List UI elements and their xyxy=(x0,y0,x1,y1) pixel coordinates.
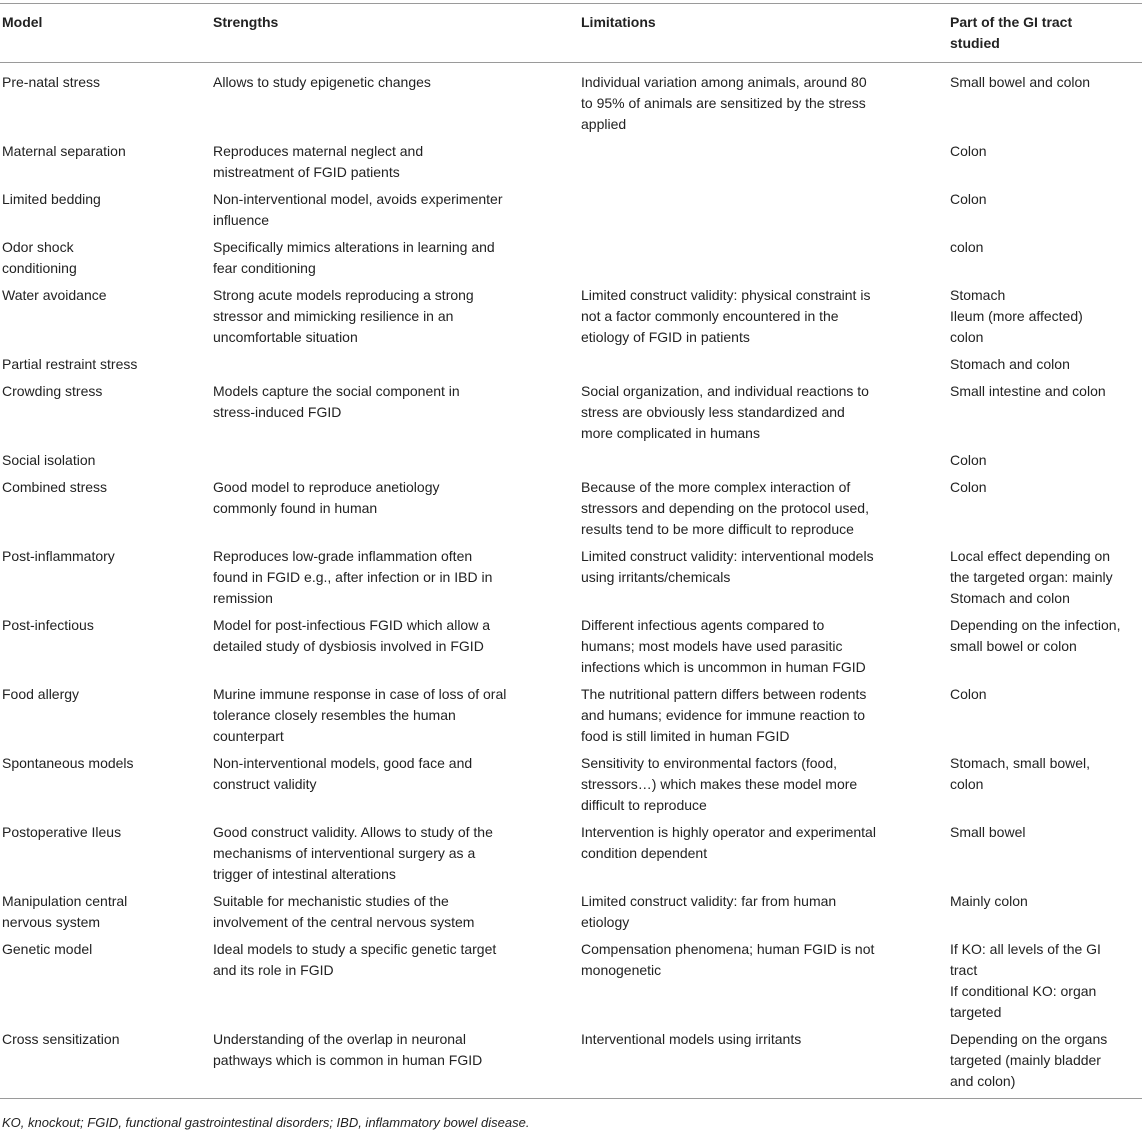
table-body xyxy=(0,63,1142,1099)
cell-text-line: Compensation phenomena; human FGID is not xyxy=(581,941,875,957)
cell-text-line: stressors…) which makes these model more xyxy=(581,776,858,792)
table-row xyxy=(0,681,1142,750)
cell-model xyxy=(0,888,211,936)
cell-gi-tract xyxy=(948,936,1142,1026)
cell-text-line: fear conditioning xyxy=(213,260,316,276)
cell-text-line: Water avoidance xyxy=(2,287,107,303)
cell-text-line: Stomach and colon xyxy=(950,356,1070,372)
cell-text-line: Part of the GI tract xyxy=(950,14,1073,30)
cell-text-line: Ideal models to study a specific genetic target xyxy=(213,941,497,957)
cell-strengths xyxy=(211,819,579,888)
cell-strengths xyxy=(211,138,579,186)
cell-text-line: Mainly colon xyxy=(950,893,1028,909)
cell-model xyxy=(0,234,211,282)
cell-text-line: Small bowel and colon xyxy=(950,74,1091,90)
cell-text-line: etiology xyxy=(581,914,630,930)
cell-text-line: Strong acute models reproducing a strong xyxy=(213,287,474,303)
cell-model xyxy=(0,750,211,819)
cell-text-line: applied xyxy=(581,116,627,132)
cell-text-line: remission xyxy=(213,590,273,606)
cell-text-line: Cross sensitization xyxy=(2,1031,120,1047)
cell-text-line: Colon xyxy=(950,479,987,495)
cell-text-line: small bowel or colon xyxy=(950,638,1077,654)
cell-text-line: Good construct validity. Allows to study of the xyxy=(213,824,493,840)
cell-text-line: Stomach, small bowel, xyxy=(950,755,1091,771)
cell-text-line: to 95% of animals are sensitized by the stress xyxy=(581,95,866,111)
cell-text-line: monogenetic xyxy=(581,962,662,978)
cell-text-line: not a factor commonly encountered in the xyxy=(581,308,839,324)
cell-text-line: detailed study of dysbiosis involved in FGID xyxy=(213,638,484,654)
cell-text-line: stress are obviously less standardized and xyxy=(581,404,845,420)
cell-gi-tract xyxy=(948,543,1142,612)
cell-model xyxy=(0,138,211,186)
table-row xyxy=(0,888,1142,936)
cell-model xyxy=(0,474,211,543)
cell-text-line: Murine immune response in case of loss of oral xyxy=(213,686,507,702)
cell-text-line: Stomach and colon xyxy=(950,590,1070,606)
cell-text-line: Reproduces maternal neglect and xyxy=(213,143,424,159)
cell-limitations xyxy=(579,750,948,819)
cell-text-line: Colon xyxy=(950,686,987,702)
cell-text-line: and colon) xyxy=(950,1073,1016,1089)
cell-text-line: Understanding of the overlap in neuronal xyxy=(213,1031,466,1047)
table-row xyxy=(0,936,1142,1026)
cell-text-line: Combined stress xyxy=(2,479,108,495)
cell-text-line: Social isolation xyxy=(2,452,96,468)
cell-text-line: Good model to reproduce anetiology xyxy=(213,479,440,495)
cell-model xyxy=(0,282,211,351)
models-table xyxy=(0,3,1142,1099)
cell-gi-tract xyxy=(948,234,1142,282)
cell-limitations xyxy=(579,1026,948,1099)
cell-model xyxy=(0,351,211,378)
cell-text-line: Individual variation among animals, around 80 xyxy=(581,74,867,90)
cell-limitations xyxy=(579,819,948,888)
cell-text-line: Manipulation central xyxy=(2,893,128,909)
cell-text-line: If KO: all levels of the GI xyxy=(950,941,1101,957)
cell-text-line: Non-interventional model, avoids experimenter xyxy=(213,191,503,207)
cell-text-line: Food allergy xyxy=(2,686,80,702)
table-row xyxy=(0,378,1142,447)
cell-gi-tract xyxy=(948,351,1142,378)
cell-limitations xyxy=(579,447,948,474)
cell-text-line: stress-induced FGID xyxy=(213,404,342,420)
cell-limitations xyxy=(579,936,948,1026)
cell-text-line: condition dependent xyxy=(581,845,708,861)
cell-strengths xyxy=(211,543,579,612)
cell-text-line: Strengths xyxy=(213,14,279,30)
cell-limitations xyxy=(579,138,948,186)
cell-gi-tract xyxy=(948,474,1142,543)
cell-gi-tract xyxy=(948,447,1142,474)
cell-text-line: Limited construct validity: physical constraint is xyxy=(581,287,871,303)
cell-text-line: Model xyxy=(2,14,43,30)
table-row xyxy=(0,750,1142,819)
cell-strengths xyxy=(211,474,579,543)
cell-text-line: using irritants/chemicals xyxy=(581,569,731,585)
cell-text-line: The nutritional pattern differs between rodents xyxy=(581,686,867,702)
table-footnote: KO, knockout; FGID, functional gastrointestinal disorders; IBD, inflammatory bowel disease. xyxy=(2,1115,530,1130)
table-row xyxy=(0,447,1142,474)
cell-text-line: colon xyxy=(950,329,984,345)
cell-text-line: conditioning xyxy=(2,260,77,276)
cell-text-line: Post-infectious xyxy=(2,617,94,633)
cell-text-line: Because of the more complex interaction of xyxy=(581,479,851,495)
cell-text-line: targeted (mainly bladder xyxy=(950,1052,1101,1068)
cell-text-line: Limited bedding xyxy=(2,191,101,207)
cell-gi-tract xyxy=(948,282,1142,351)
cell-strengths xyxy=(211,888,579,936)
cell-model xyxy=(0,819,211,888)
table-row xyxy=(0,543,1142,612)
cell-text-line: Small bowel xyxy=(950,824,1026,840)
cell-strengths xyxy=(211,1026,579,1099)
table-header xyxy=(0,4,1142,63)
cell-limitations xyxy=(579,474,948,543)
cell-text-line: Crowding stress xyxy=(2,383,103,399)
cell-text-line: Odor shock xyxy=(2,239,74,255)
cell-text-line: humans; most models have used parasitic xyxy=(581,638,843,654)
cell-text-line: commonly found in human xyxy=(213,500,378,516)
cell-text-line: Non-interventional models, good face and xyxy=(213,755,473,771)
cell-model xyxy=(0,936,211,1026)
cell-text-line: Postoperative Ileus xyxy=(2,824,122,840)
cell-text-line: influence xyxy=(213,212,270,228)
cell-text-line: stressors and depending on the protocol used, xyxy=(581,500,869,516)
cell-limitations xyxy=(579,351,948,378)
cell-text-line: pathways which is common in human FGID xyxy=(213,1052,483,1068)
cell-text-line: colon xyxy=(950,239,984,255)
cell-text-line: studied xyxy=(950,35,1000,51)
cell-text-line: counterpart xyxy=(213,728,284,744)
cell-gi-tract xyxy=(948,750,1142,819)
cell-text-line: Stomach xyxy=(950,287,1006,303)
cell-text-line: mistreatment of FGID patients xyxy=(213,164,400,180)
cell-gi-tract xyxy=(948,612,1142,681)
cell-model xyxy=(0,681,211,750)
cell-model xyxy=(0,612,211,681)
table-row xyxy=(0,474,1142,543)
cell-text-line: targeted xyxy=(950,1004,1002,1020)
table-row xyxy=(0,819,1142,888)
cell-text-line: Limitations xyxy=(581,14,656,30)
cell-text-line: Colon xyxy=(950,143,987,159)
cell-text-line: Small intestine and colon xyxy=(950,383,1106,399)
cell-text-line: Genetic model xyxy=(2,941,93,957)
cell-text-line: involvement of the central nervous system xyxy=(213,914,475,930)
cell-text-line: tolerance closely resembles the human xyxy=(213,707,456,723)
cell-text-line: stressor and mimicking resilience in an xyxy=(213,308,454,324)
header-limitations xyxy=(579,4,948,63)
table-row xyxy=(0,186,1142,234)
header-model xyxy=(0,4,211,63)
cell-gi-tract xyxy=(948,819,1142,888)
cell-text-line: colon xyxy=(950,776,984,792)
cell-limitations xyxy=(579,543,948,612)
cell-text-line: construct validity xyxy=(213,776,317,792)
cell-text-line: trigger of intestinal alterations xyxy=(213,866,396,882)
cell-strengths xyxy=(211,378,579,447)
cell-text-line: Social organization, and individual reactions to xyxy=(581,383,869,399)
cell-text-line: Pre-natal stress xyxy=(2,74,101,90)
cell-strengths xyxy=(211,186,579,234)
cell-text-line: Models capture the social component in xyxy=(213,383,460,399)
cell-model xyxy=(0,186,211,234)
cell-text-line: Colon xyxy=(950,191,987,207)
cell-text-line: the targeted organ: mainly xyxy=(950,569,1113,585)
cell-text-line: Depending on the infection, xyxy=(950,617,1121,633)
cell-text-line: tract xyxy=(950,962,978,978)
cell-text-line: Maternal separation xyxy=(2,143,126,159)
cell-text-line: Post-inflammatory xyxy=(2,548,115,564)
cell-text-line: Local effect depending on xyxy=(950,548,1111,564)
cell-limitations xyxy=(579,681,948,750)
cell-strengths xyxy=(211,282,579,351)
cell-limitations xyxy=(579,612,948,681)
cell-text-line: Limited construct validity: far from human xyxy=(581,893,837,909)
header-row xyxy=(0,4,1142,63)
table-row xyxy=(0,612,1142,681)
cell-text-line: more complicated in humans xyxy=(581,425,760,441)
cell-strengths xyxy=(211,234,579,282)
cell-text-line: Interventional models using irritants xyxy=(581,1031,802,1047)
cell-strengths xyxy=(211,681,579,750)
cell-text-line: results tend to be more difficult to reproduce xyxy=(581,521,854,537)
cell-gi-tract xyxy=(948,378,1142,447)
cell-limitations xyxy=(579,378,948,447)
table-row xyxy=(0,234,1142,282)
cell-text-line: mechanisms of interventional surgery as a xyxy=(213,845,476,861)
table-row xyxy=(0,1026,1142,1099)
cell-text-line: Different infectious agents compared to xyxy=(581,617,825,633)
cell-gi-tract xyxy=(948,63,1142,139)
table-row xyxy=(0,138,1142,186)
cell-text-line: difficult to reproduce xyxy=(581,797,707,813)
cell-text-line: Colon xyxy=(950,452,987,468)
cell-text-line: nervous system xyxy=(2,914,101,930)
cell-strengths xyxy=(211,63,579,139)
cell-strengths xyxy=(211,447,579,474)
cell-text-line: Depending on the organs xyxy=(950,1031,1108,1047)
cell-strengths xyxy=(211,351,579,378)
cell-limitations xyxy=(579,888,948,936)
cell-gi-tract xyxy=(948,681,1142,750)
cell-model xyxy=(0,378,211,447)
cell-text-line: Specifically mimics alterations in learning and xyxy=(213,239,495,255)
cell-text-line: Spontaneous models xyxy=(2,755,134,771)
cell-limitations xyxy=(579,63,948,139)
cell-text-line: Limited construct validity: interventional models xyxy=(581,548,874,564)
cell-text-line: Allows to study epigenetic changes xyxy=(213,74,431,90)
header-gi-tract xyxy=(948,4,1142,63)
cell-strengths xyxy=(211,936,579,1026)
table-row xyxy=(0,63,1142,139)
cell-text-line: food is still limited in human FGID xyxy=(581,728,790,744)
cell-model xyxy=(0,543,211,612)
table-row xyxy=(0,351,1142,378)
cell-text-line: Model for post-infectious FGID which allow a xyxy=(213,617,490,633)
cell-gi-tract xyxy=(948,186,1142,234)
cell-gi-tract xyxy=(948,1026,1142,1099)
cell-text-line: Intervention is highly operator and experimental xyxy=(581,824,876,840)
cell-text-line: and its role in FGID xyxy=(213,962,334,978)
cell-text-line: uncomfortable situation xyxy=(213,329,358,345)
cell-text-line: Sensitivity to environmental factors (food, xyxy=(581,755,838,771)
header-strengths xyxy=(211,4,579,63)
table-row xyxy=(0,282,1142,351)
cell-model xyxy=(0,447,211,474)
cell-text-line: etiology of FGID in patients xyxy=(581,329,750,345)
cell-gi-tract xyxy=(948,138,1142,186)
cell-gi-tract xyxy=(948,888,1142,936)
cell-limitations xyxy=(579,186,948,234)
cell-text-line: infections which is uncommon in human FGID xyxy=(581,659,866,675)
cell-text-line: found in FGID e.g., after infection or in IBD in xyxy=(213,569,493,585)
cell-model xyxy=(0,63,211,139)
cell-limitations xyxy=(579,282,948,351)
cell-model xyxy=(0,1026,211,1099)
cell-limitations xyxy=(579,234,948,282)
cell-text-line: If conditional KO: organ xyxy=(950,983,1097,999)
cell-text-line: Ileum (more affected) xyxy=(950,308,1083,324)
cell-text-line: Partial restraint stress xyxy=(2,356,138,372)
cell-text-line: Suitable for mechanistic studies of the xyxy=(213,893,449,909)
cell-strengths xyxy=(211,750,579,819)
cell-text-line: and humans; evidence for immune reaction to xyxy=(581,707,866,723)
cell-text-line: Reproduces low-grade inflammation often xyxy=(213,548,473,564)
cell-strengths xyxy=(211,612,579,681)
